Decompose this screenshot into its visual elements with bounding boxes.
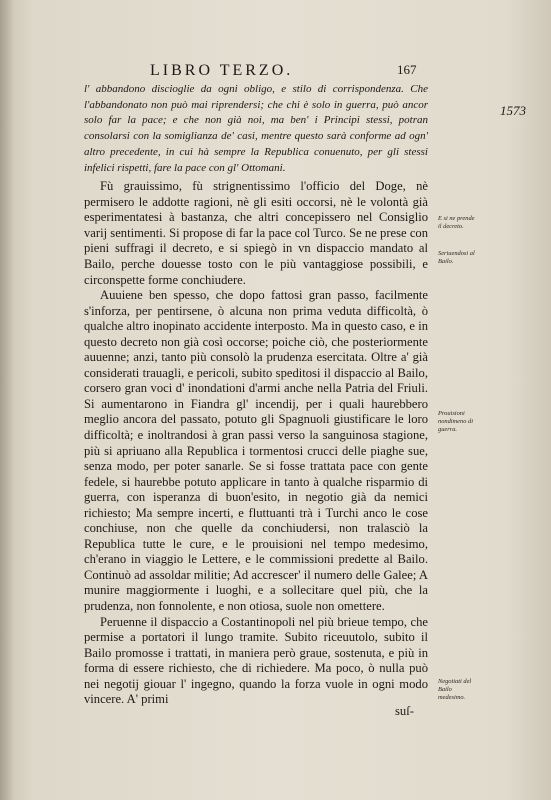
book-section-title: LIBRO TERZO. — [150, 62, 294, 79]
page-fold-shadow — [0, 0, 14, 800]
italic-quoted-paragraph: l' abbandono discioglie da ogni obligo, e stilo di corrispondenza. Che l'abbandonato non può mai riprendersi; che chi è solo in guerra, può ancor solo far la pace; e che non già noi, ma ben' i Principi stessi, potran consolarsi con la somiglianza de' casi, mentre questo sarà conforme ad ogn' altro precedente, in cui hà sempre la Republica conuenuto, per gli stessi infelici rispetti, fare la pace con gl' Ottomani. — [84, 83, 428, 174]
year-marginal: 1573 — [500, 103, 526, 118]
paragraph-1: Fù grauissimo, fù strignentissimo l'officio del Doge, nè permisero le addotte ragioni, nè gli esiti occorsi, nè le volontà già esperimentatesi à bastanza, che altri concepissero nel Consiglio varij sentimenti. Si propose di far la pace col Turco. Se ne prese con pieni suffragi il decreto, e si spiegò in vn dispaccio mandato al Bailo, perche douesse tosto con le più vantaggiose possibili, e circonspette forme conchiudere. — [84, 179, 428, 287]
paragraph-2: Auuiene ben spesso, che dopo fattosi gran passo, facilmente s'inforza, per pentirsene, ò alcuna non prima veduta difficoltà, ò qualche altro inopinato accidente interposto. Ma in questo caso, e in questo decreto non già così occorse; poiche ciò, che posteriormente auuenne; anzi, tanto più consolò la prudenza esercitata. Oltre a' già considerati trauagli, e pericoli, subito speditosi il dispaccio al Bailo, corsero gran voci d' inondationi d'armi anche nella Patria del Friuli. Si aumentarono in Fiandra gl' incendij, per i quali haurebbero meglio ancora del passato, potuto gli Spagnuoli giustificare le loro difficoltà; e inoltrandosi à gran passi verso la sanguinosa stagione, più si apriuano alla Republica i tormentosi crucci delle piaghe sue, senza modo, per poter sanarle. Se si fosse trattata pace con gente fedele, si haurebbe potuto applicare in tanto à qualche risparmio di guerra, con isperanza di buon'esito, in negotio già da nemici richiesto; Ma sempre incerti, e fluttuanti trà i Turchi anco le cose conchiuse, non che quelle da conchiudersi, non tralasciò la Republica tutte le cure, e le prouisioni nel tempo medesimo, ch'erano in viaggio le Lettere, e le commissioni predette al Bailo. Continuò ad assoldar militie; Ad accrescer' il numero delle Galee; A munire maggiormente i luoghi, e a sollecitare quel più, che la prudenza, non fonnolente, e non otiosa, suole non omettere. — [84, 288, 428, 613]
marginal-note-bailo: Seriuendosi al Bailo. — [438, 250, 475, 265]
marginal-note-negotiations: Negotiati del Bailo medesimo. — [438, 678, 472, 701]
catchword: suſ- — [395, 704, 414, 718]
running-head — [0, 62, 551, 82]
main-text — [84, 82, 428, 708]
page-number: 167 — [397, 62, 417, 77]
marginal-note-provisions: Prouisioni nondimeno di guerra. — [438, 410, 473, 433]
marginal-note-decree: E si ne prende il decreto. — [438, 215, 475, 230]
paragraph-3: Peruenne il dispaccio a Costantinopoli nel più brieue tempo, che permise a portatori il lungo tramite. Subito riceuutolo, subito il Bailo promosse i trattati, in maniera però graue, sostenuta, e più in forma di essere richiesto, che di richiedere. Ma poco, ò nulla può nei negotij giouar l' ingegno, quando la forza vuole in ogni modo vincere. A' primi — [84, 614, 428, 707]
